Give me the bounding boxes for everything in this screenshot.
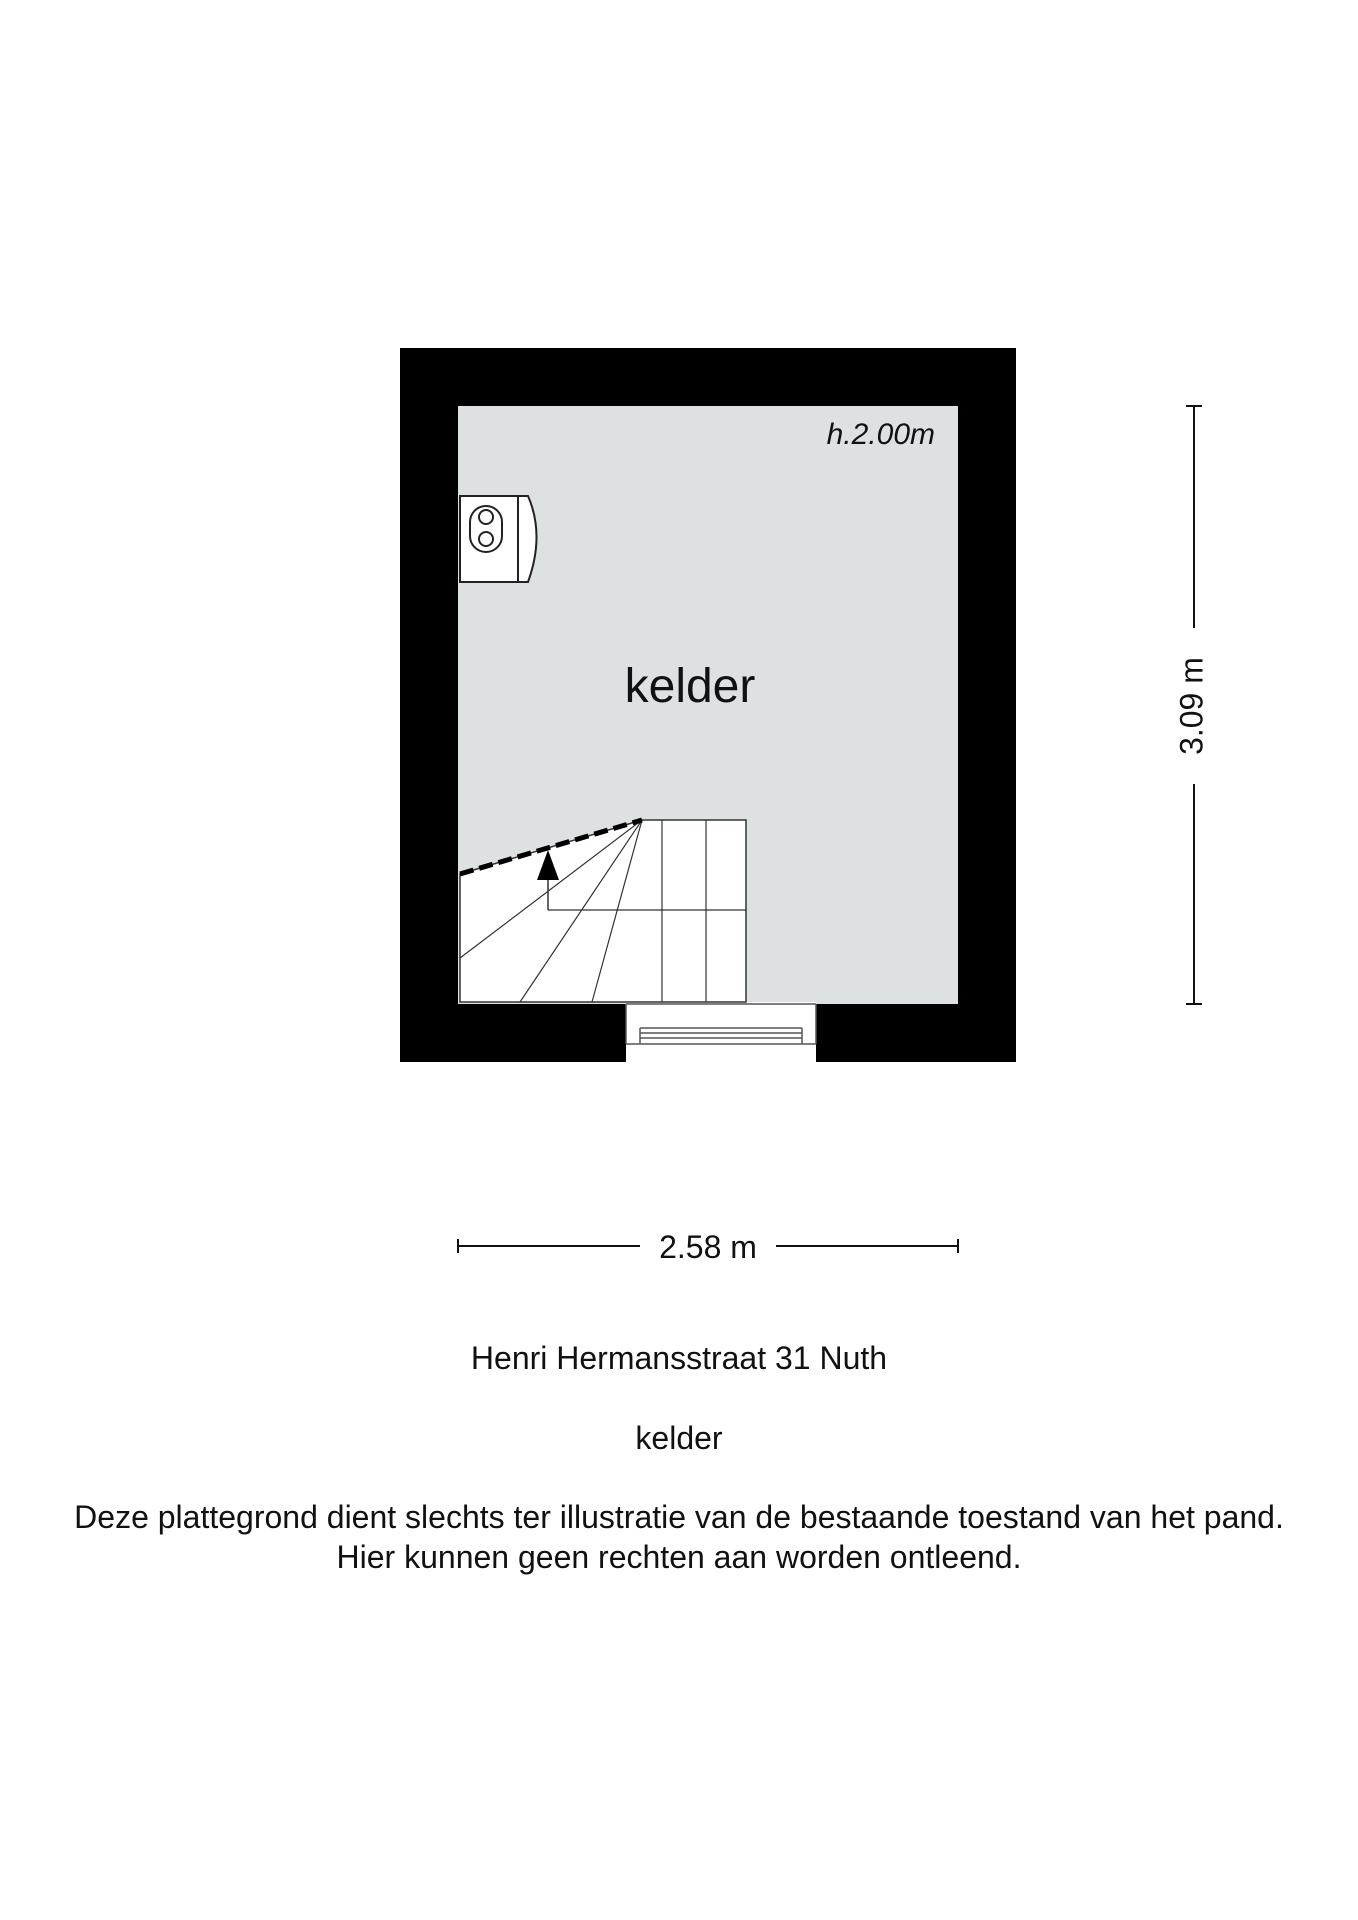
disclaimer-line-1: Deze plattegrond dient slechts ter illustratie van de bestaande toestand van het pand.	[74, 1499, 1284, 1535]
depth-dimension-label: 3.09 m	[1173, 657, 1210, 755]
width-dimension-label: 2.58 m	[659, 1229, 757, 1265]
address-caption: Henri Hermansstraat 31 Nuth	[470, 1340, 888, 1376]
disclaimer	[0, 1497, 1358, 1577]
room-label: kelder	[624, 660, 756, 713]
disclaimer-line-2: Hier kunnen geen rechten aan worden ontleend.	[336, 1539, 1022, 1575]
boiler-icon	[460, 496, 537, 582]
floor-caption: kelder	[635, 1420, 723, 1456]
ceiling-height-label: h.2.00m	[826, 418, 935, 451]
